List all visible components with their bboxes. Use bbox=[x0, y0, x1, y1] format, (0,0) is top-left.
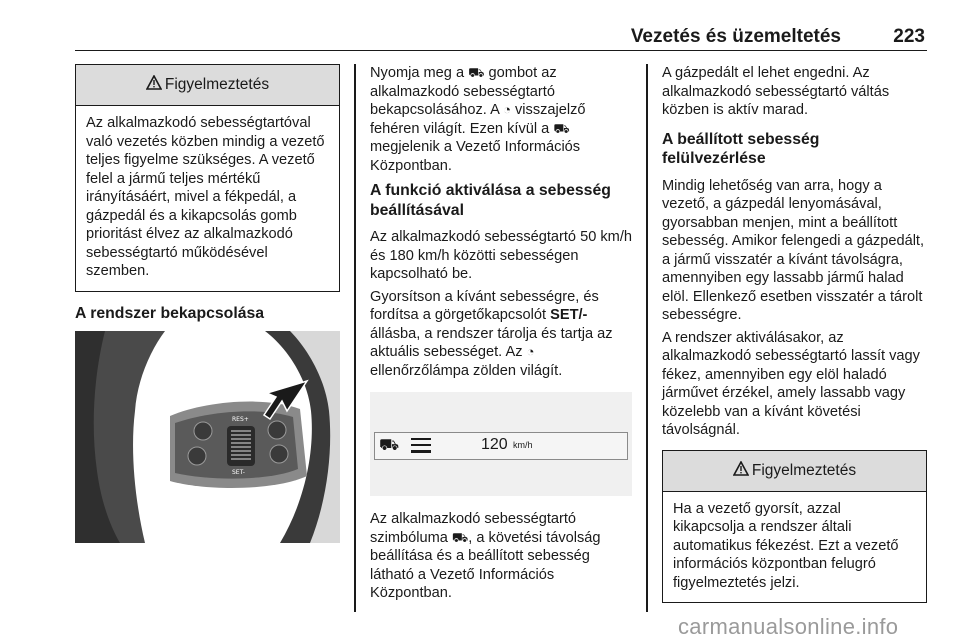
adaptive-cruise-car-icon: ⛟ bbox=[379, 437, 400, 454]
warning-box bbox=[662, 450, 927, 604]
following-distance-icon bbox=[409, 435, 433, 460]
adaptive-cruise-car-icon: ⛟ bbox=[468, 65, 485, 80]
warning-header bbox=[663, 451, 926, 492]
paragraph: Mindig lehetőség van arra, hogy a vezető, a gázpedál lenyomásával, gyorsabban menjen, mint a beállított sebesség. Amikor felengedi a gázpedált, a jármű visszatér a kívánt távolságra, amennyiben egy lassabb jármű halad elöl. Ellenkező esetben visszatér a tárolt sebességre. bbox=[662, 177, 925, 323]
page-number: 223 bbox=[893, 26, 925, 47]
paragraph: Az alkalmazkodó sebességtartó 50 km/h és 180 km/h közötti sebességen kapcsolható be. bbox=[370, 229, 633, 282]
steering-wheel-illustration bbox=[75, 331, 340, 543]
section-heading: A funkció aktiválása a sebesség beállításával bbox=[370, 182, 611, 219]
column-3 bbox=[662, 64, 927, 603]
page-header bbox=[75, 20, 927, 51]
warning-title: Figyelmeztetés bbox=[164, 76, 270, 93]
warning-triangle-icon bbox=[146, 75, 162, 95]
adaptive-cruise-car-icon: ⛟ bbox=[451, 529, 469, 545]
warning-title: Figyelmeztetés bbox=[751, 461, 857, 479]
page-title: Vezetés és üzemeltetés bbox=[630, 26, 841, 47]
cruise-speedometer-icon: ◔ bbox=[526, 344, 535, 359]
paragraph: A gázpedált el lehet engedni. Az alkalmazkodó sebességtartó váltás közben is aktív marad. bbox=[662, 65, 890, 118]
paragraph: A rendszer aktiválásakor, az alkalmazkodó sebességtartó lassít vagy fékez, amennyiben egy elöl haladó járművet érzékel, amely lassabb vagy közelebb van a kívánt követési távolságnál. bbox=[662, 329, 920, 438]
driver-info-display-illustration bbox=[370, 392, 632, 496]
column-divider bbox=[646, 64, 648, 612]
set-minus-label: SET- bbox=[232, 469, 245, 476]
warning-header bbox=[76, 65, 339, 106]
res-plus-label: RES+ bbox=[232, 416, 249, 423]
cruise-speedometer-icon: ◔ bbox=[503, 102, 511, 117]
column-1 bbox=[75, 64, 340, 543]
column-2 bbox=[370, 64, 634, 607]
paragraph: Az alkalmazkodó sebességtartó szimbóluma ⛟, a követési távolság beállítása és a beállított sebesség látható a Vezető Információs Központban. bbox=[370, 511, 601, 601]
section-heading: A rendszer bekapcsolása bbox=[75, 304, 265, 322]
paragraph: Nyomja meg a ⛟ gombot az alkalmazkodó sebességtartó bekapcsolásához. A ◔ visszajelző fehéren világít. Ezen kívül a ⛟ megjelenik a Vezető Információs Központban. bbox=[370, 65, 586, 174]
adaptive-cruise-car-icon: ⛟ bbox=[553, 120, 570, 136]
warning-text: Ha a vezető gyorsít, azzal kikapcsolja a rendszer általi automatikus fékezést. Ezt a vezető információs központban felugró figyelmeztetés jelzi. bbox=[673, 500, 899, 591]
watermark: carmanualsonline.info bbox=[678, 614, 899, 639]
set-speed-value: 120 bbox=[481, 436, 508, 453]
display-panel bbox=[374, 432, 628, 460]
warning-triangle-icon bbox=[733, 461, 749, 481]
speed-unit: km/h bbox=[513, 440, 533, 450]
warning-box bbox=[75, 64, 340, 292]
section-heading: A beállított sebesség felülvezérlése bbox=[662, 130, 820, 167]
column-divider bbox=[354, 64, 356, 612]
paragraph: Gyorsítson a kívánt sebességre, és fordítsa a görgetőkapcsolót SET/- állásba, a rendszer tárolja és tartja az aktuális sebességet. Az ◔ ellenőrzőlámpa zölden világít. bbox=[370, 288, 613, 379]
warning-text: Az alkalmazkodó sebességtartóval való vezetés közben mindig a vezető teljes figyelme szükséges. A vezető felel a jármű teljes mértékű irányításáért, mivel a fékpedál, a gázpedál és a kikapcsolás gomb prioritást élvez az alkalmazkodó sebességtartó működésével szemben. bbox=[86, 115, 325, 279]
